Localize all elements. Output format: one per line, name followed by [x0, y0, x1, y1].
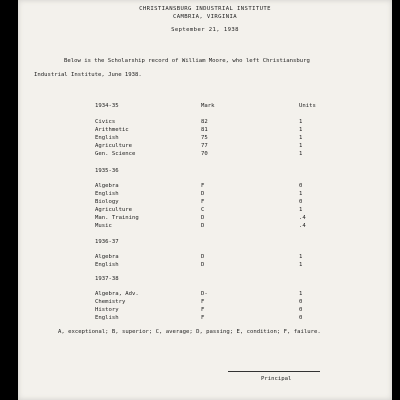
subject-cell: Algebra, Adv.	[95, 291, 139, 297]
units-cell: 1	[299, 135, 303, 141]
units-cell: 1	[299, 207, 303, 213]
units-cell: 0	[299, 199, 303, 205]
subject-cell: English	[95, 191, 119, 197]
mark-cell: 81	[201, 127, 208, 133]
units-cell: 1	[299, 151, 303, 157]
mark-cell: 70	[201, 151, 208, 157]
units-cell: 1	[299, 262, 303, 268]
document-date: September 21, 1938	[171, 27, 239, 33]
units-cell: 1	[299, 119, 303, 125]
subject-cell: Biology	[95, 199, 119, 205]
mark-cell: F	[201, 307, 205, 313]
units-cell: 1	[299, 127, 303, 133]
subject-cell: Man. Training	[95, 215, 139, 221]
subject-cell: Gen. Science	[95, 151, 136, 157]
institution-name: CHRISTIANSBURG INDUSTRIAL INSTITUTE	[139, 6, 271, 12]
mark-cell: F	[201, 199, 205, 205]
subject-cell: Agriculture	[95, 207, 133, 213]
mark-cell: F	[201, 183, 205, 189]
subject-cell: History	[95, 307, 119, 313]
subject-cell: English	[95, 262, 119, 268]
mark-cell: 82	[201, 119, 208, 125]
mark-cell: D	[201, 191, 205, 197]
mark-cell: D	[201, 223, 205, 229]
mark-cell: D-	[201, 291, 208, 297]
units-cell: 1	[299, 143, 303, 149]
subject-cell: Agriculture	[95, 143, 133, 149]
column-header-units: Units	[299, 103, 316, 109]
subject-cell: Arithmetic	[95, 127, 129, 133]
intro-line-1: Below is the Scholarship record of William Moore, who left Christiansburg	[64, 58, 310, 64]
mark-cell: F	[201, 299, 205, 305]
document-page	[18, 0, 392, 400]
units-cell: .4	[299, 223, 306, 229]
grade-legend: A, exceptional; B, superior; C, average; D, passing; E, condition; F, failure.	[58, 329, 321, 335]
year-label: 1935-36	[95, 168, 119, 174]
units-cell: 0	[299, 299, 303, 305]
year-label: 1934-35	[95, 103, 119, 109]
subject-cell: Civics	[95, 119, 116, 125]
mark-cell: 75	[201, 135, 208, 141]
year-label: 1936-37	[95, 239, 119, 245]
subject-cell: English	[95, 135, 119, 141]
units-cell: .4	[299, 215, 306, 221]
mark-cell: F	[201, 315, 205, 321]
units-cell: 0	[299, 315, 303, 321]
subject-cell: English	[95, 315, 119, 321]
year-label: 1937-38	[95, 276, 119, 282]
mark-cell: D	[201, 215, 205, 221]
intro-line-2: Industrial Institute, June 1938.	[34, 72, 142, 78]
signature-line	[228, 371, 320, 372]
subject-cell: Algebra	[95, 183, 119, 189]
units-cell: 1	[299, 291, 303, 297]
subject-cell: Algebra	[95, 254, 119, 260]
mark-cell: 77	[201, 143, 208, 149]
column-header-mark: Mark	[201, 103, 215, 109]
subject-cell: Music	[95, 223, 112, 229]
mark-cell: C	[201, 207, 205, 213]
units-cell: 0	[299, 183, 303, 189]
mark-cell: D	[201, 262, 205, 268]
subject-cell: Chemistry	[95, 299, 126, 305]
institution-location: CAMBRIA, VIRGINIA	[172, 14, 238, 20]
units-cell: 0	[299, 307, 303, 313]
mark-cell: D	[201, 254, 205, 260]
signature-title: Principal	[261, 376, 292, 382]
units-cell: 1	[299, 254, 303, 260]
units-cell: 1	[299, 191, 303, 197]
